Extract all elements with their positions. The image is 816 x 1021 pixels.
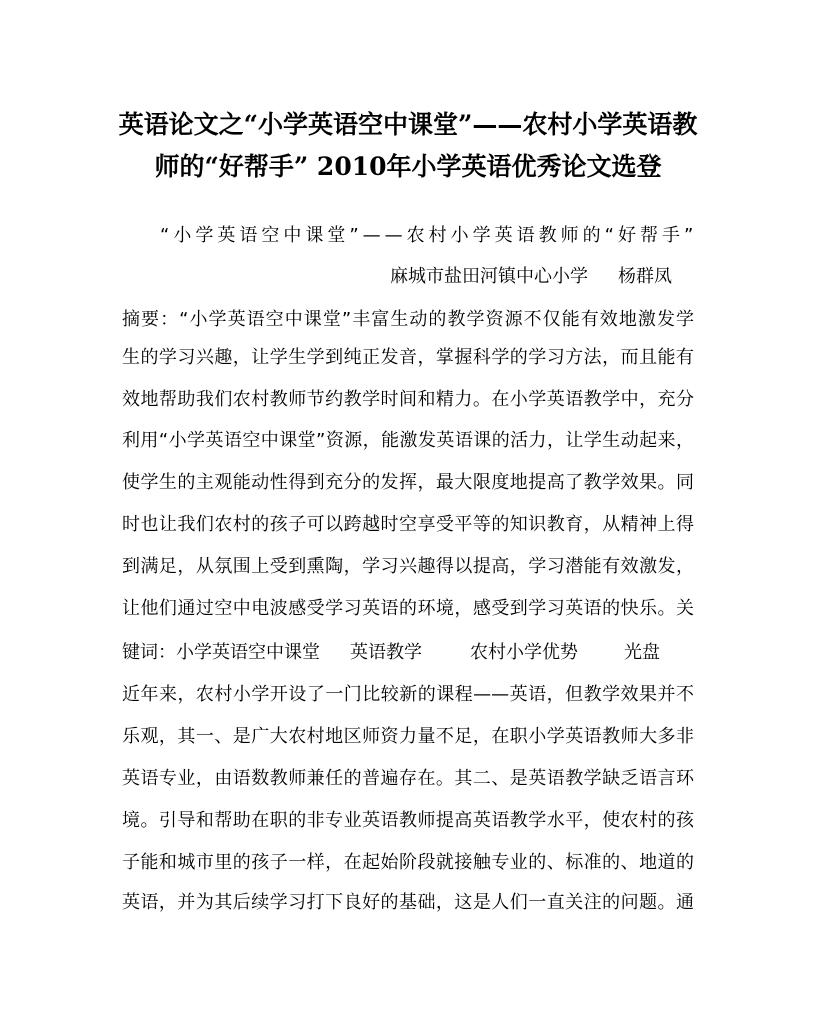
keywords-label: 键词： <box>122 642 176 663</box>
keyword: 小学英语空中课堂 <box>176 642 320 663</box>
article-subtitle: “小学英语空中课堂”——农村小学英语教师的“好帮手” <box>160 225 698 246</box>
keywords-line <box>122 638 660 668</box>
keyword: 英语教学 <box>350 642 422 663</box>
body-line: 乐观，其一、是广大农村地区师资力量不足，在职小学英语教师大多非 <box>122 726 694 747</box>
abstract-line: 让他们通过空中电波感受学习英语的环境，感受到学习英语的快乐。关 <box>122 598 694 619</box>
abstract-line: 到满足，从氛围上受到熏陶，学习兴趣得以提高，学习潜能有效激发， <box>122 556 694 577</box>
body-line: 英语专业，由语数教师兼任的普遍存在。其二、是英语教学缺乏语言环 <box>122 768 694 789</box>
body-line: 境。引导和帮助在职的非专业英语教师提高英语教学水平，使农村的孩 <box>122 810 694 831</box>
body-line: 子能和城市里的孩子一样，在起始阶段就接触专业的、标准的、地道的 <box>122 852 694 873</box>
body-line: 近年来，农村小学开设了一门比较新的课程——英语，但教学效果并不 <box>122 684 694 705</box>
abstract-line: 效地帮助我们农村教师节约教学时间和精力。在小学英语教学中，充分 <box>122 389 694 410</box>
abstract-line: 使学生的主观能动性得到充分的发挥，最大限度地提高了教学效果。同 <box>122 472 694 493</box>
abstract-line: 摘要：“小学英语空中课堂”丰富生动的教学资源不仅能有效地激发学 <box>122 309 694 330</box>
author-byline <box>390 262 672 292</box>
document-title-line-1: 英语论文之“小学英语空中课堂”——农村小学英语教 <box>118 110 698 139</box>
author-name: 杨群凤 <box>618 266 672 287</box>
keyword: 光盘 <box>624 642 660 663</box>
keyword: 农村小学优势 <box>470 642 578 663</box>
abstract-line: 利用“小学英语空中课堂”资源，能激发英语课的活力，让学生动起来， <box>122 430 694 451</box>
abstract-line: 生的学习兴趣，让学生学到纯正发音，掌握科学的学习方法，而且能有 <box>122 347 694 368</box>
author-school: 麻城市盐田河镇中心小学 <box>390 266 588 287</box>
abstract-line: 时也让我们农村的孩子可以跨越时空享受平等的知识教育，从精神上得 <box>122 514 694 535</box>
document-title-line-2: 师的“好帮手” 2010年小学英语优秀论文选登 <box>154 152 662 181</box>
body-line: 英语，并为其后续学习打下良好的基础，这是人们一直关注的问题。通 <box>122 892 694 913</box>
